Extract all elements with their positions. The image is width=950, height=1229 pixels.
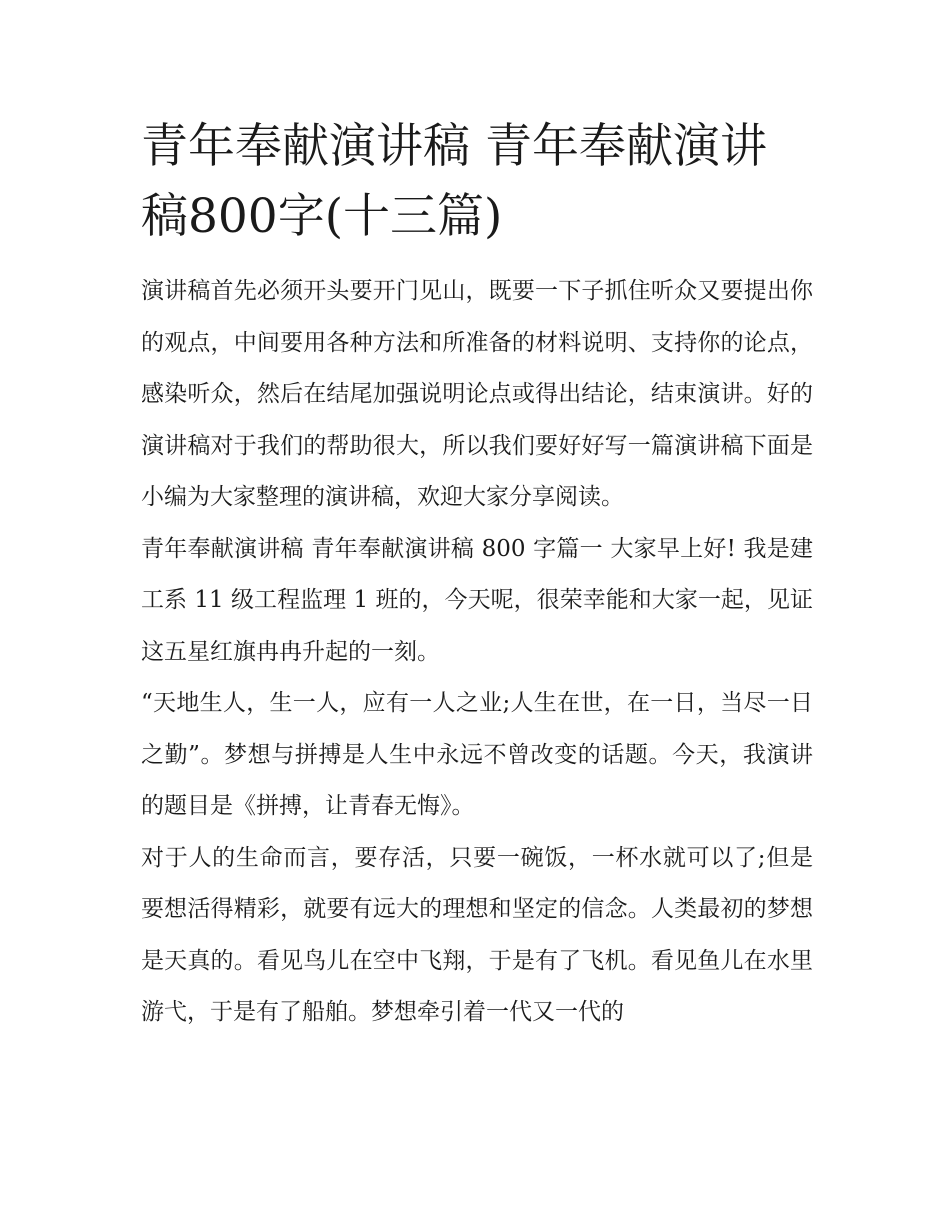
body-paragraph: “天地生人，生一人，应有一人之业;人生在世，在一日，当尽一日之勤”。梦想与拼搏是人生中永远不曾改变的话题。今天，我演讲的题目是《拼搏，让青春无悔》。 <box>141 690 813 819</box>
document-page <box>141 112 813 1039</box>
intro-paragraph: 演讲稿首先必须开头要开门见山，既要一下子抓住听众又要提出你的观点，中间要用各种方法和所准备的材料说明、支持你的论点，感染听众，然后在结尾加强说明论点或得出结论，结束演讲。好的演讲稿对于我们的帮助很大，所以我们要好好写一篇演讲稿下面是小编为大家整理的演讲稿，欢迎大家分享阅读。 <box>141 278 813 510</box>
body-paragraph: 对于人的生命而言，要存活，只要一碗饭，一杯水就可以了;但是要想活得精彩，就要有远大的理想和坚定的信念。人类最初的梦想是天真的。看见鸟儿在空中飞翔，于是有了飞机。看见鱼儿在水里游弋，于是有了船舶。梦想牵引着一代又一代的 <box>141 844 813 1025</box>
document-title: 青年奉献演讲稿 青年奉献演讲稿800字(十三篇) <box>141 119 767 244</box>
document-body <box>141 266 813 1039</box>
body-paragraph: 青年奉献演讲稿 青年奉献演讲稿 800 字篇一 大家早上好! 我是建工系 11 级工程监理 1 班的，今天呢，很荣幸能和大家一起，见证这五星红旗冉冉升起的一刻。 <box>141 535 813 665</box>
